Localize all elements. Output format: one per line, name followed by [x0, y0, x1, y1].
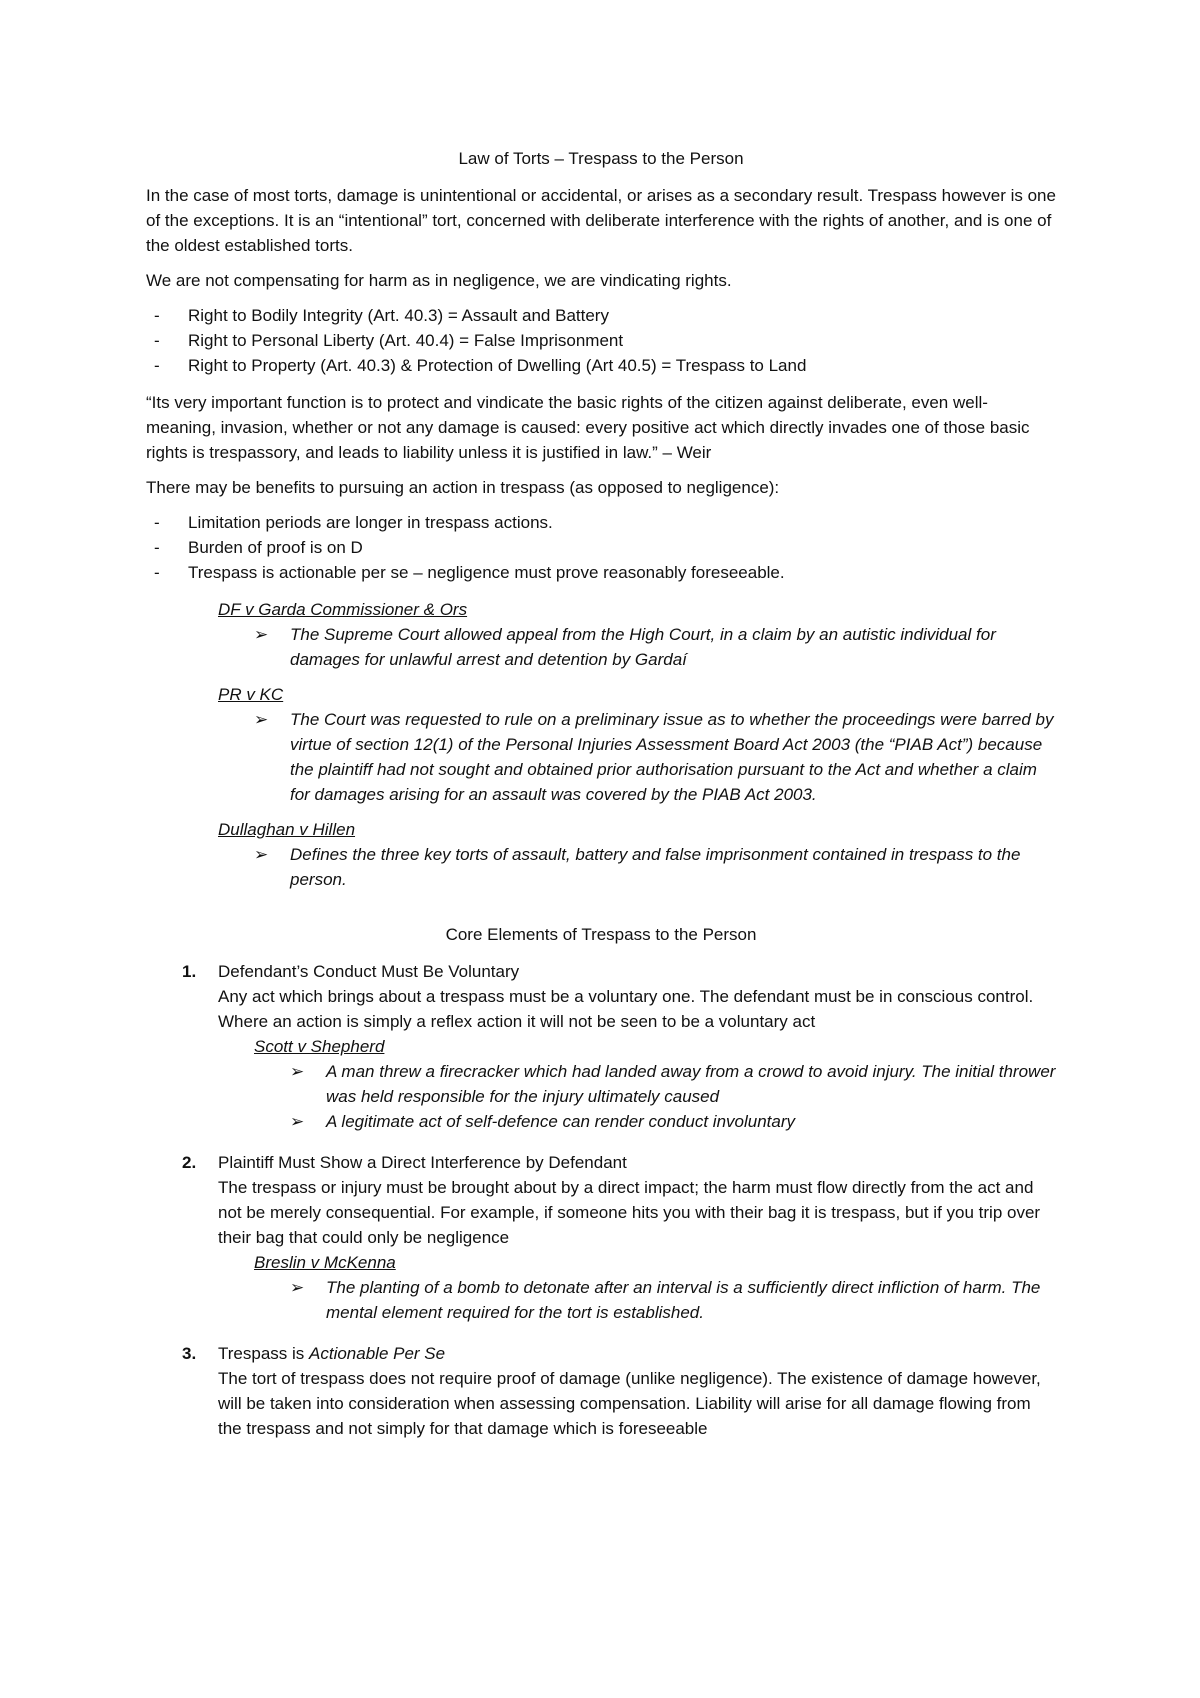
element-text: The tort of trespass does not require proof of damage (unlike negligence). The existence of damage however, will be taken into consideration when assessing compensation. Liability will arise for all damage flowing from the trespass and not simply for that damage which is foreseeable [218, 1369, 1041, 1438]
list-item: - Burden of proof is on D [146, 535, 1056, 560]
case-notes [218, 1275, 1056, 1325]
benefits-intro: There may be benefits to pursuing an action in trespass (as opposed to negligence): [146, 478, 780, 497]
case-note: ➢ The Supreme Court allowed appeal from the High Court, in a claim by an autistic individual for damages for unlawful arrest and detention by Gardaí [254, 622, 1056, 672]
case-name: PR v KC [218, 685, 284, 704]
case-note: ➢ The Court was requested to rule on a preliminary issue as to whether the proceedings were barred by virtue of section 12(1) of the Personal Injuries Assessment Board Act 2003 (the “PIAB Act”) because the plaintiff had not sought and obtained prior authorisation pursuant to the Act and whether a claim for damages arising for an assault was covered by the PIAB Act 2003. [254, 707, 1056, 807]
list-item: - Limitation periods are longer in trespass actions. [146, 510, 1056, 535]
element-heading: Plaintiff Must Show a Direct Interference by Defendant [218, 1153, 627, 1172]
case-note: ➢ A man threw a firecracker which had landed away from a crowd to avoid injury. The initial thrower was held responsible for the injury ultimately caused [290, 1059, 1056, 1109]
case-df-v-garda [218, 597, 1056, 672]
weir-quote: “Its very important function is to protect and vindicate the basic rights of the citizen against deliberate, even well-meaning, invasion, whether or not any damage is caused: every positive act which directly invades one of those basic rights is trespassory, and leads to liability unless it is justified in law.” – Weir [146, 393, 1030, 462]
list-item: - Right to Bodily Integrity (Art. 40.3) = Assault and Battery [146, 303, 1056, 328]
case-dullaghan-v-hillen [218, 817, 1056, 892]
case-name: Scott v Shepherd [254, 1037, 385, 1056]
element-heading: Defendant’s Conduct Must Be Voluntary [218, 962, 520, 981]
arrow-bullet-icon: ➢ [290, 1278, 305, 1297]
element-number: 1. [182, 962, 197, 981]
arrow-bullet-icon: ➢ [254, 710, 269, 729]
dash-bullet: - [154, 356, 160, 375]
benefits-list [146, 510, 1056, 585]
rights-list [146, 303, 1056, 378]
case-note: ➢ Defines the three key torts of assault, battery and false imprisonment contained in trespass to the person. [254, 842, 1056, 892]
core-element [146, 1341, 1056, 1441]
page-title: Law of Torts – Trespass to the Person [458, 149, 744, 168]
case-notes [218, 1059, 1056, 1134]
list-item: - Right to Personal Liberty (Art. 40.4) = False Imprisonment [146, 328, 1056, 353]
element-text: Any act which brings about a trespass must be a voluntary one. The defendant must be in conscious control. Where an action is simply a reflex action it will not be seen to be a voluntary act [218, 987, 1034, 1031]
arrow-bullet-icon: ➢ [290, 1112, 305, 1131]
dash-bullet: - [154, 513, 160, 532]
dash-bullet: - [154, 538, 160, 557]
list-item: - Trespass is actionable per se – negligence must prove reasonably foreseeable. [146, 560, 1056, 585]
element-text: The trespass or injury must be brought about by a direct impact; the harm must flow directly from the act and not be merely consequential. For example, if someone hits you with their bag it is trespass, but if you trip over their bag that could only be negligence [218, 1178, 1041, 1247]
case-note: ➢ A legitimate act of self-defence can render conduct involuntary [290, 1109, 1056, 1134]
intro-paragraph: In the case of most torts, damage is unintentional or accidental, or arises as a secondary result. Trespass however is one of the exceptions. It is an “intentional” tort, concerned with deliberate interference with the rights of another, and is one of the oldest established torts. [146, 186, 1056, 255]
case-name: DF v Garda Commissioner & Ors [218, 600, 468, 619]
list-item: - Right to Property (Art. 40.3) & Protection of Dwelling (Art 40.5) = Trespass to Land [146, 353, 1056, 378]
arrow-bullet-icon: ➢ [254, 845, 269, 864]
core-element [146, 959, 1056, 1134]
element-number: 3. [182, 1344, 197, 1363]
case-note: ➢ The planting of a bomb to detonate after an interval is a sufficiently direct infliction of harm. The mental element required for the tort is established. [290, 1275, 1056, 1325]
core-element [146, 1150, 1056, 1325]
case-pr-v-kc [218, 682, 1056, 807]
element-number: 2. [182, 1153, 197, 1172]
arrow-bullet-icon: ➢ [290, 1062, 305, 1081]
vindicating-paragraph: We are not compensating for harm as in negligence, we are vindicating rights. [146, 271, 732, 290]
element-heading: Trespass is Actionable Per Se [218, 1344, 446, 1363]
core-elements-list [146, 959, 1056, 1441]
dash-bullet: - [154, 563, 160, 582]
case-name: Dullaghan v Hillen [218, 820, 356, 839]
arrow-bullet-icon: ➢ [254, 625, 269, 644]
document-page [146, 146, 1056, 1457]
dash-bullet: - [154, 331, 160, 350]
dash-bullet: - [154, 306, 160, 325]
core-elements-title: Core Elements of Trespass to the Person [445, 925, 757, 944]
case-name: Breslin v McKenna [254, 1253, 396, 1272]
